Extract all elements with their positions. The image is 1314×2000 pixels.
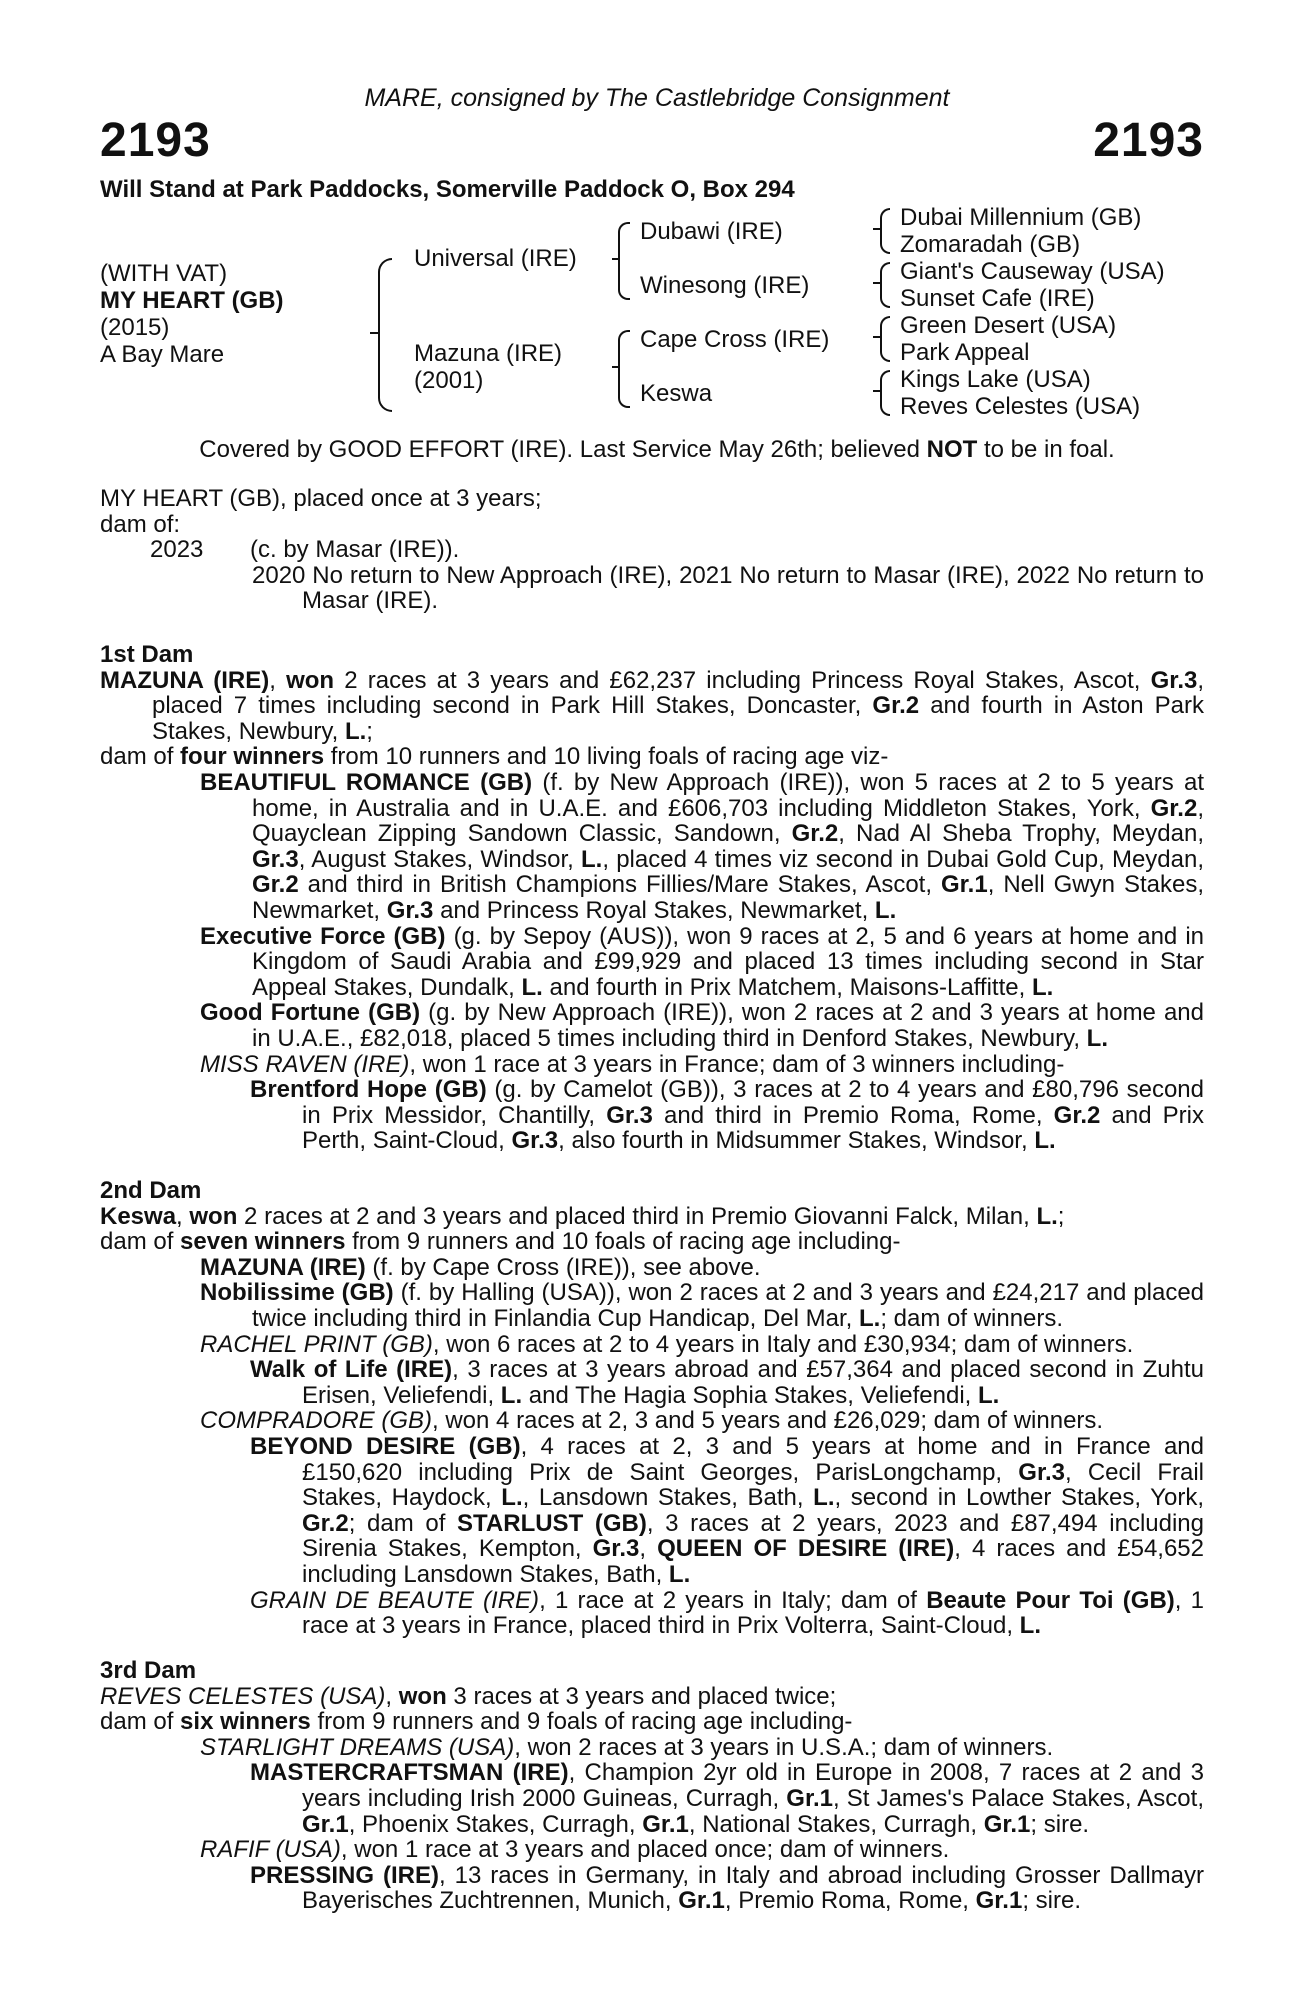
first-dam-heading: 1st Dam <box>100 641 194 668</box>
bold-text: Gr.1 <box>983 1810 1031 1838</box>
dsd: Park Appeal <box>900 339 1030 366</box>
bold-text: L. <box>521 973 543 1001</box>
text-run: , 13 races in Germany, in Italy and abroad including Grosser Dallmayr Bayerisches Zuchtrennen, Munich, <box>302 1861 1204 1915</box>
bold-text: Gr.2 <box>1150 794 1198 822</box>
bold-text: Gr.3 <box>252 845 299 873</box>
bold-text: Gr.1 <box>786 1784 833 1812</box>
bold-text: MAZUNA (IRE) <box>200 1253 366 1281</box>
entry-brentford-hope <box>100 1077 1204 1154</box>
brace-sd <box>880 262 890 308</box>
text-run: , 3 races at 3 years abroad and £57,364 and placed second in Zuhtu Erisen, Veliefendi, <box>302 1356 1204 1409</box>
entry-executive-force <box>100 924 1204 1001</box>
text-run: dam of <box>100 1708 181 1736</box>
bold-text: L. <box>1019 1612 1041 1640</box>
bold-text: L. <box>500 1381 523 1409</box>
bold-text: Gr.3 <box>606 1101 653 1129</box>
text-run: ; <box>1057 1202 1065 1230</box>
produce-damof: dam of: <box>100 510 181 538</box>
third-dam-record <box>100 1684 1204 1710</box>
brace-sire-point <box>612 258 618 260</box>
text-run: 2 races at 2 and 3 years and placed third in Premio Giovanni Falck, Milan, <box>237 1202 1037 1230</box>
text-run: ; dam of <box>348 1509 458 1537</box>
entry-rachel-print <box>100 1332 1204 1358</box>
text-run: and The Hagia Sophia Stakes, Veliefendi, <box>522 1381 978 1409</box>
bold-text: L. <box>668 1560 691 1588</box>
third-dam-section <box>100 1658 1204 1914</box>
text-run: 3 races at 3 years and placed twice; <box>446 1682 837 1710</box>
text-run: , won 1 race at 3 years in France; dam of 3 winners including- <box>409 1050 1065 1078</box>
bold-text: six winners <box>180 1708 311 1736</box>
lot-number-right: 2193 <box>1093 114 1204 167</box>
text-run: , National Stakes, Curragh, <box>688 1810 984 1838</box>
bold-text: Gr.2 <box>791 820 839 848</box>
bold-text: L. <box>813 1484 835 1512</box>
text-run: , Quayclean Zipping Sandown Classic, Sandown, <box>252 794 1204 848</box>
bold-text: BEYOND DESIRE (GB) <box>250 1432 521 1460</box>
second-dam-record <box>100 1204 1204 1230</box>
produce-intro: MY HEART (GB), placed once at 3 years; <box>100 485 542 512</box>
dam-sire: Cape Cross (IRE) <box>640 326 830 353</box>
entry-good-fortune <box>100 1000 1204 1051</box>
text-run: and third in Premio Roma, Rome, <box>652 1101 1054 1129</box>
bold-text: Gr.3 <box>511 1127 559 1155</box>
sss: Dubai Millennium (GB) <box>900 204 1142 231</box>
text-run: , Cecil Frail Stakes, Haydock, <box>302 1458 1205 1512</box>
text-run: , 4 races and £54,652 including Lansdown Stakes, Bath, <box>302 1535 1205 1588</box>
bold-text: Gr.1 <box>302 1810 349 1838</box>
horse-name: MY HEART (GB) <box>100 287 284 314</box>
bold-text: Gr.2 <box>872 692 920 720</box>
bold-text: Gr.3 <box>386 896 434 924</box>
text-run: ; <box>366 717 373 745</box>
text-run: and third in British Champions Fillies/Mare Stakes, Ascot, <box>298 871 941 899</box>
text-run: , 3 races at 2 years, 2023 and £87,494 including Sirenia Stakes, Kempton, <box>302 1509 1204 1563</box>
brace-ds-point <box>873 336 880 338</box>
bold-text: Executive Force (GB) <box>200 922 446 950</box>
brace-main <box>378 258 392 412</box>
text-run: , <box>176 1202 190 1230</box>
text-run: , second in Lowther Stakes, York, <box>834 1484 1204 1512</box>
covered-text-end: to be in foal. <box>977 436 1115 463</box>
text-run: and Princess Royal Stakes, Newmarket, <box>433 896 875 924</box>
text-run: , <box>385 1682 399 1710</box>
dam-year: (2001) <box>414 367 484 394</box>
produce-record <box>100 486 1204 614</box>
dam: Mazuna (IRE) <box>414 340 563 367</box>
bold-text: L. <box>501 1484 523 1512</box>
text-run: , won 1 race at 3 years and placed once; dam of winners. <box>340 1836 950 1864</box>
dss: Green Desert (USA) <box>900 312 1117 339</box>
bold-text: STARLUST (GB) <box>457 1509 647 1537</box>
bold-text: Gr.3 <box>592 1535 640 1563</box>
text-run: dam of <box>100 743 181 771</box>
text-run: , 1 race at 3 years in France, placed third in Prix Volterra, Saint-Cloud, <box>302 1586 1205 1640</box>
text-run: from 10 runners and 10 living foals of racing age viz- <box>324 743 889 771</box>
text-run: (f. by Cape Cross (IRE)), see above. <box>365 1253 761 1281</box>
text-run: from 9 runners and 9 foals of racing age including- <box>310 1708 853 1736</box>
bold-text: Gr.3 <box>1150 666 1198 694</box>
bold-text: Gr.1 <box>940 871 988 899</box>
text-run: , Nell Gwyn Stakes, Newmarket, <box>252 871 1204 924</box>
text-run: ; sire. <box>1022 1887 1082 1915</box>
vat-label: (WITH VAT) <box>100 260 228 287</box>
italic-name: STARLIGHT DREAMS (USA) <box>200 1733 515 1761</box>
brace-main-point <box>370 332 378 334</box>
sire: Universal (IRE) <box>414 245 577 272</box>
text-run: and Prix Perth, Saint-Cloud, <box>302 1101 1205 1155</box>
text-run: ; sire. <box>1030 1810 1090 1838</box>
sds: Giant's Causeway (USA) <box>900 258 1165 285</box>
bold-text: Keswa <box>100 1202 177 1230</box>
covered-line <box>0 436 1314 464</box>
bold-text: Walk of Life (IRE) <box>250 1356 453 1384</box>
brace-dd-point <box>873 390 880 392</box>
bold-text: Gr.2 <box>1053 1101 1101 1129</box>
text-run: from 9 runners and 10 foals of racing age including- <box>345 1228 901 1256</box>
entry-mastercraftsman <box>100 1760 1204 1837</box>
first-dam-produce-summary <box>100 744 1204 770</box>
bold-text: Gr.1 <box>642 1810 689 1838</box>
sire-sire: Dubawi (IRE) <box>640 218 783 245</box>
entry-walk-of-life <box>100 1357 1204 1408</box>
italic-name: REVES CELESTES (USA) <box>100 1682 386 1710</box>
bold-text: Gr.1 <box>678 1887 725 1915</box>
text-run: , 1 race at 2 years in Italy; dam of <box>539 1586 927 1614</box>
consignor-line: MARE, consigned by The Castlebridge Consignment <box>364 84 950 112</box>
brace-ss <box>880 208 890 254</box>
bold-text: L. <box>1086 1024 1108 1052</box>
first-dam-section <box>100 642 1204 1154</box>
bold-text: L. <box>858 1304 881 1332</box>
entry-miss-raven <box>100 1052 1204 1078</box>
entry-rafif <box>100 1837 1204 1863</box>
sdd: Sunset Cafe (IRE) <box>900 285 1095 312</box>
bold-text: won <box>189 1202 238 1230</box>
bold-text: PRESSING (IRE) <box>250 1861 439 1889</box>
text-run: dam of <box>100 1228 181 1256</box>
second-dam-heading: 2nd Dam <box>100 1177 202 1204</box>
entry-grain-de-beaute <box>100 1588 1204 1639</box>
ddd: Reves Celestes (USA) <box>900 393 1141 420</box>
bold-text: L. <box>1034 1127 1056 1155</box>
text-run: (f. by New Approach (IRE)), won 5 races at 2 to 5 years at home, in Australia and in U.A.E. and £606,703 including Middleton Stakes, York, <box>252 768 1204 822</box>
bold-text: MAZUNA (IRE) <box>100 666 270 694</box>
bold-text: L. <box>1036 1202 1058 1230</box>
second-dam-section <box>100 1178 1204 1639</box>
text-run: (g. by Camelot (GB)), 3 races at 2 to 4 years and £80,796 second in Prix Messidor, Chantilly, <box>302 1076 1204 1129</box>
text-run: (g. by New Approach (IRE)), won 2 races at 2 and 3 years at home and in U.A.E., £82,018, placed 5 times including third in Denford Stakes, Newbury, <box>252 999 1205 1052</box>
italic-name: GRAIN DE BEAUTE (IRE) <box>250 1586 540 1614</box>
entry-beautiful-romance <box>100 770 1204 924</box>
bold-text: Gr.1 <box>975 1887 1023 1915</box>
produce-year: 2023 <box>150 536 204 564</box>
first-dam-record <box>100 668 1204 745</box>
horse-year: (2015) <box>100 314 170 341</box>
bold-text: Gr.3 <box>1018 1458 1065 1486</box>
italic-name: RACHEL PRINT (GB) <box>200 1330 433 1358</box>
second-dam-produce-summary <box>100 1229 1204 1255</box>
bold-text: four winners <box>180 743 325 771</box>
sire-dam: Winesong (IRE) <box>640 272 810 299</box>
text-run: , placed 7 times including second in Park Hill Stakes, Doncaster, <box>152 666 1205 720</box>
text-run: (f. by Halling (USA)), won 2 races at 2 and 3 years and £24,217 and placed twice including third in Finlandia Cup Handicap, Del Mar, <box>252 1279 1205 1332</box>
text-run: , won 2 races at 3 years in U.S.A.; dam of winners. <box>514 1733 1054 1761</box>
bold-text: seven winners <box>180 1228 346 1256</box>
produce-row-2023 <box>100 537 1204 563</box>
text-run: , Lansdown Stakes, Bath, <box>522 1484 814 1512</box>
lot-number-left: 2193 <box>100 114 211 167</box>
brace-dam <box>618 330 630 408</box>
dds: Kings Lake (USA) <box>900 366 1091 393</box>
ssd: Zomaradah (GB) <box>900 231 1081 258</box>
covered-text: Covered by GOOD EFFORT (IRE). Last Service May 26th; believed <box>199 436 927 463</box>
bold-text: QUEEN OF DESIRE (IRE) <box>657 1535 955 1563</box>
bold-text: L. <box>1031 973 1054 1001</box>
text-run: , <box>639 1535 658 1563</box>
bold-text: won <box>398 1682 447 1710</box>
bold-text: BEAUTIFUL ROMANCE (GB) <box>200 768 533 796</box>
third-dam-heading: 3rd Dam <box>100 1657 197 1684</box>
text-run: ; dam of winners. <box>880 1304 1064 1332</box>
bold-text: Good Fortune (GB) <box>200 999 421 1027</box>
text-run: , also fourth in Midsummer Stakes, Windsor, <box>558 1127 1035 1155</box>
text-run: (g. by Sepoy (AUS)), won 9 races at 2, 5 and 6 years at home and in Kingdom of Saudi Arabia and £99,929 and placed 13 times including second in Star Appeal Stakes, Dundalk, <box>252 922 1205 1001</box>
brace-ss-point <box>873 228 880 230</box>
bold-text: Beaute Pour Toi (GB) <box>926 1586 1175 1614</box>
bold-text: won <box>286 666 335 694</box>
text-run: , placed 4 times viz second in Dubai Gold Cup, Meydan, <box>602 845 1205 873</box>
brace-dd <box>880 370 890 416</box>
brace-dam-point <box>612 366 618 368</box>
brace-sd-point <box>873 282 880 284</box>
text-run: , won 6 races at 2 to 4 years in Italy and £30,934; dam of winners. <box>432 1330 1134 1358</box>
third-dam-produce-summary <box>100 1709 1204 1735</box>
bold-text: Brentford Hope (GB) <box>250 1076 487 1104</box>
italic-name: RAFIF (USA) <box>200 1836 341 1864</box>
text-run: and fourth in Prix Matchem, Maisons-Laffitte, <box>542 973 1032 1001</box>
bold-text: MASTERCRAFTSMAN (IRE) <box>250 1759 569 1787</box>
bold-text: L. <box>978 1381 1000 1409</box>
text-run: , 4 races at 2, 3 and 5 years at home and in France and £150,620 including Prix de Saint Georges, ParisLongchamp, <box>302 1432 1204 1486</box>
text-run: , Premio Roma, Rome, <box>724 1887 976 1915</box>
bold-text: L. <box>581 845 603 873</box>
entry-mazuna <box>100 1255 1204 1281</box>
text-run: , August Stakes, Windsor, <box>298 845 581 873</box>
horse-description: A Bay Mare <box>100 341 225 368</box>
text-run: 2 races at 3 years and £62,237 including Princess Royal Stakes, Ascot, <box>334 666 1151 694</box>
stand-location: Will Stand at Park Paddocks, Somerville Paddock O, Box 294 <box>100 176 795 203</box>
bold-text: L. <box>344 717 367 745</box>
bold-text: Nobilissime (GB) <box>200 1279 394 1307</box>
brace-sire <box>618 222 630 300</box>
text-run: , won 4 races at 2, 3 and 5 years and £26,029; dam of winners. <box>432 1407 1104 1435</box>
text-run: and fourth in Aston Park Stakes, Newbury, <box>152 692 1204 745</box>
text-run: , Champion 2yr old in Europe in 2008, 7 races at 2 and 3 years including Irish 2000 Guineas, Curragh, <box>302 1759 1204 1812</box>
entry-pressing <box>100 1863 1204 1914</box>
bold-text: L. <box>874 896 897 924</box>
covered-not: NOT <box>926 436 978 463</box>
italic-name: MISS RAVEN (IRE) <box>200 1050 410 1078</box>
brace-ds <box>880 316 890 362</box>
entry-starlight-dreams <box>100 1735 1204 1761</box>
entry-beyond-desire <box>100 1434 1204 1588</box>
text-run: , <box>269 666 287 694</box>
bold-text: Gr.2 <box>252 871 299 899</box>
text-run: , Nad Al Sheba Trophy, Meydan, <box>838 820 1204 848</box>
entry-compradore <box>100 1408 1204 1434</box>
produce-returns: 2020 No return to New Approach (IRE), 2021 No return to Masar (IRE), 2022 No return to Masar (IRE). <box>252 561 1204 615</box>
italic-name: COMPRADORE (GB) <box>200 1407 433 1435</box>
text-run: , Phoenix Stakes, Curragh, <box>348 1810 643 1838</box>
produce-foal: (c. by Masar (IRE)). <box>250 536 460 564</box>
entry-nobilissime <box>100 1280 1204 1331</box>
dam-dam: Keswa <box>640 380 713 407</box>
text-run: , St James's Palace Stakes, Ascot, <box>833 1784 1204 1812</box>
bold-text: Gr.2 <box>302 1509 349 1537</box>
